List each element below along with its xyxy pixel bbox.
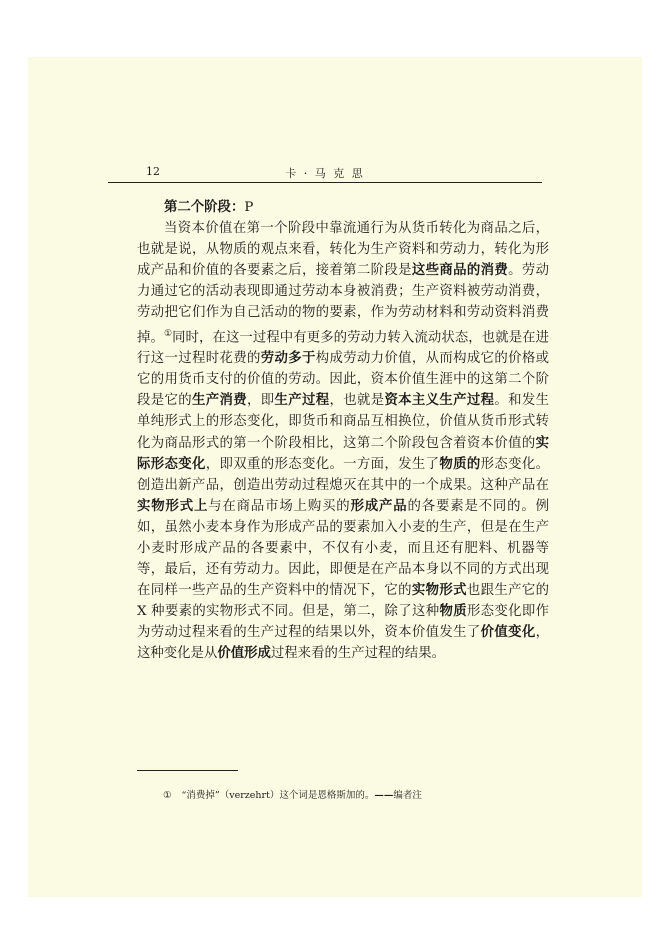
running-header	[108, 160, 542, 183]
emphasis-text: 物质	[439, 603, 467, 620]
body-text-run: 形态变化即作为劳动过程来看的生产过程的结果以外，资本价值发生了	[137, 604, 549, 641]
footnote-text: “消费掉”（verzehrt）这个词是恩格斯加的。	[181, 790, 375, 801]
emphasis-text: 生产消费	[191, 392, 247, 409]
body-text-run: ，即	[246, 393, 275, 409]
footnote-rule	[137, 770, 238, 771]
body-text-run: 过程来看的生产过程的结果。	[270, 646, 445, 662]
emphasis-text: 形成产品	[350, 497, 408, 514]
body-text-run: ，也就是	[329, 393, 385, 409]
body-text-run: 也跟生产它的 X 种要素的实物形式不同。但是，第二，除了这种	[137, 583, 550, 620]
main-text	[137, 197, 549, 665]
emphasis-text: 劳动多于	[260, 350, 316, 367]
body-text-run: 。劳动力通过它的活动表现即通过劳动本身被消费；生产资料被劳动消费，劳动把它们作为自己活动的物的要素，作为劳动材料和劳动资料消费掉。	[137, 263, 550, 346]
section-letter: P	[244, 200, 254, 215]
body-paragraph	[137, 218, 549, 664]
body-text-run: 。和发生单纯形式上的形态变化，即货币和商品互相换位，价值从货币形式转化为商品形式的第一个阶段相比，这第二个阶段包含着资本价值的	[137, 393, 550, 451]
body-text-run: ，即双重的形态变化。一方面，发生了	[205, 456, 440, 472]
running-head-title: 卡 · 马 克 思	[285, 167, 365, 180]
body-text-run: 构成劳动力价值，从而构成它的价格或它的用货币支付的价值的劳动。因此，资本价值生涯中的这第二个阶段是它的	[137, 351, 550, 409]
emphasis-text: 生产过程	[274, 392, 330, 409]
emphasis-text: 实际形态变化	[137, 434, 549, 472]
body-text-run: 当资本价值在第一个阶段中靠流通行为从货币转化为商品之后，也就是说，从物质的观点来看，转化为生产资料和劳动力，转化为形成产品和价值的各要素之后，接着第二阶段是	[137, 221, 549, 279]
page-number: 12	[146, 165, 160, 178]
body-text-run: 与在商品市场上购买的	[208, 498, 351, 514]
body-text-run: 形态变化。创造出新产品，创造出劳动过程熄灭在其中的一个成果。这种产品在	[137, 456, 550, 493]
emphasis-text: 物质的	[439, 455, 481, 472]
footnote-mark: ①	[163, 790, 172, 801]
emphasis-text: 资本主义生产过程	[384, 392, 495, 409]
emphasis-text: 实物形式	[411, 582, 467, 599]
section-heading	[137, 197, 549, 218]
footnote	[163, 787, 422, 801]
footnote-ref: ①	[163, 328, 173, 339]
emphasis-text: 实物形式上	[137, 497, 209, 514]
footnote-dash: ——	[374, 790, 394, 801]
emphasis-text: 价值变化	[480, 624, 536, 641]
section-title: 第二个阶段：	[164, 199, 245, 215]
body-text-run: ，这种变化是从	[137, 625, 550, 662]
body-text-run: 同时，在这一过程中有更多的劳动力转入流动状态，也就是在进行这一过程时花费的	[137, 330, 550, 367]
body-text-run: 的各要素是不同的。例如，虽然小麦本身作为形成产品的要素加入小麦的生产，但是在生产小麦时形成产品的各要素中，不仅有小麦，而且还有肥料、机器等等，最后，还有劳动力。因此，即便是在产品本身以不同的方式出现在同样一些产品的生产资料中的情况下，它的	[137, 498, 550, 599]
emphasis-text: 价值形成	[217, 645, 271, 662]
footnote-editor: 编者注	[393, 790, 422, 801]
emphasis-text: 这些商品的消费	[411, 262, 509, 279]
